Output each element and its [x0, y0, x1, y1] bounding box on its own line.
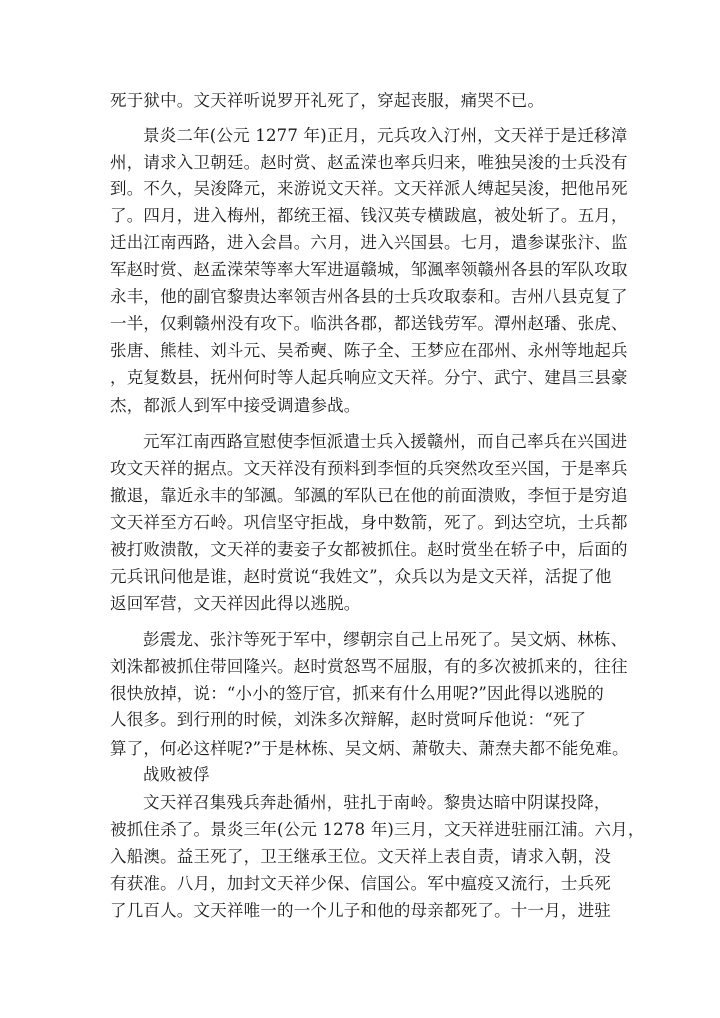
text-line: 一半，仅剩赣州没有攻下。临洪各郡，都送钱劳军。潭州赵璠、张虎、 [110, 314, 628, 333]
paragraph-first-line: 元军江南西路宣慰使李恒派遣士兵入援赣州，而自己率兵在兴国进 [143, 432, 628, 451]
text-line: 到。不久，吴浚降元，来游说文天祥。文天祥派人缚起吴浚，把他吊死 [110, 179, 628, 198]
text-line: 撤退，靠近永丰的邹渢。邹渢的军队已在他的前面溃败，李恒于是穷追 [110, 486, 628, 505]
text-line: 人很多。到行刑的时候，刘洙多次辩解，赵时赏呵斥他说：“死了 [110, 710, 587, 729]
text-line: 了。四月，进入梅州，都统王福、钱汉英专横跋扈，被处斩了。五月， [110, 206, 628, 225]
text-line: 文天祥至方石岭。巩信坚守拒战，身中数箭，死了。到达空坑，士兵都 [110, 513, 628, 532]
paragraph-first-line: 彭震龙、张汴等死于军中，缪朝宗自己上吊死了。吴文炳、林栋、 [143, 630, 628, 649]
text-line: 很快放掉，说：“小小的签厅官，抓来有什么用呢?”因此得以逃脱的 [110, 684, 604, 703]
text-line: 了几百人。文天祥唯一的一个儿子和他的母亲都死了。十一月，进驻 [110, 901, 611, 920]
text-line: 张唐、熊桂、刘斗元、吴希奭、陈子全、王梦应在邵州、永州等地起兵 [110, 341, 628, 360]
text-line: 迁出江南西路，进入会昌。六月，进入兴国县。七月，遣参谋张汴、监 [110, 233, 628, 252]
text-line: 被打败溃散，文天祥的妻妾子女都被抓住。赵时赏坐在轿子中，后面的 [110, 540, 628, 559]
text-line: ，克复数县，抚州何时等人起兵响应文天祥。分宁、武宁、建昌三县豪 [110, 368, 628, 387]
text-line: 永丰，他的副官黎贵达率领吉州各县的士兵攻取泰和。吉州八县克复了 [110, 287, 628, 306]
text-line: 杰，都派人到军中接受调遣参战。 [110, 396, 361, 415]
text-line: 军赵时赏、赵孟溁荣等率大军进逼赣城，邹渢率领赣州各县的军队攻取 [110, 260, 628, 279]
text-line: 州，请求入卫朝廷。赵时赏、赵孟溁也率兵归来，唯独吴浚的士兵没有 [110, 153, 628, 172]
text-line: 刘洙都被抓住带回隆兴。赵时赏怒骂不屈服，有的多次被抓来的，往往 [110, 657, 628, 676]
text-line: 被抓住杀了。景炎三年(公元 1278 年)三月，文天祥进驻丽江浦。六月， [110, 820, 645, 839]
text-line: 死于狱中。文天祥听说罗开礼死了，穿起丧服，痛哭不已。 [110, 91, 545, 110]
section-heading: 战败被俘 [143, 765, 210, 784]
text-line: 算了，何必这样呢?”于是林栋、吴文炳、萧敬夫、萧焘夫都不能免难。 [110, 739, 629, 758]
text-line: 返回军营，文天祥因此得以逃脱。 [110, 594, 361, 613]
text-line: 元兵讯问他是谁，赵时赏说“我姓文”，众兵以为是文天祥，活捉了他 [110, 567, 612, 586]
text-line: 攻文天祥的据点。文天祥没有预料到李恒的兵突然攻至兴国，于是率兵 [110, 459, 628, 478]
text-line: 入船澳。益王死了，卫王继承王位。文天祥上表自责，请求入朝，没 [110, 847, 611, 866]
paragraph-first-line: 景炎二年(公元 1277 年)正月，元兵攻入汀州，文天祥于是迁移漳 [143, 126, 628, 145]
text-line: 有获准。八月，加封文天祥少保、信国公。军中瘟疫又流行，士兵死 [110, 874, 611, 893]
paragraph-first-line: 文天祥召集残兵奔赴循州，驻扎于南岭。黎贵达暗中阴谋投降， [143, 793, 611, 812]
